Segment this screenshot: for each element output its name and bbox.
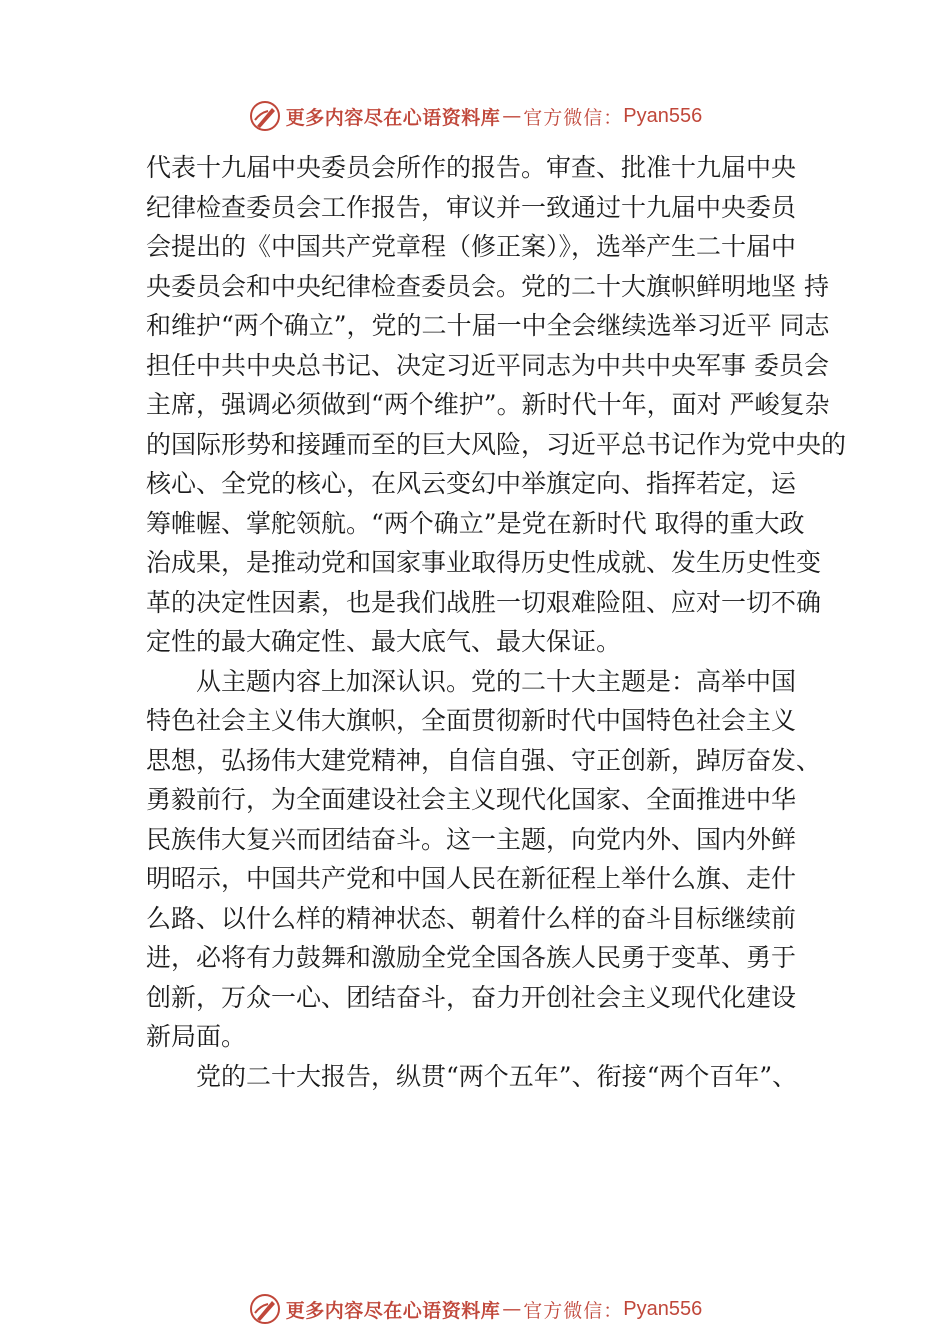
text-line: 民族伟大复兴而团结奋斗。这一主题，向党内外、国内外鲜 xyxy=(146,824,797,854)
text-line: 进，必将有力鼓舞和激励全党全国各族人民勇于变革、勇于 xyxy=(146,943,797,972)
footer-banner xyxy=(0,1289,950,1329)
text-line: 革的决定性因素，也是我们战胜一切艰难险阻、应对一切不确 xyxy=(146,587,822,617)
text-line: 定性的最大确定性、最大底气、最大保证。 xyxy=(146,627,622,656)
banner-wechat-label: 官方微信： xyxy=(523,106,624,129)
text-line: 明昭示，中国共产党和中国人民在新征程上举什么旗、走什 xyxy=(146,864,797,893)
banner-wechat-id: Pyan556 xyxy=(623,1297,703,1320)
document-body xyxy=(146,148,847,1096)
text-line: 的国际形势和接踵而至的巨大风险，习近平总书记作为党中央的 xyxy=(146,429,847,459)
paragraph-start-line: 党的二十大报告，纵贯“两个五年”、衔接“两个百年”、 xyxy=(196,1061,798,1091)
text-line: 新局面。 xyxy=(146,1022,247,1051)
text-line: 担任中共中央总书记、决定习近平同志为中共中央军事 委员会 xyxy=(146,350,829,380)
banner-wechat-label: 官方微信： xyxy=(523,1299,624,1322)
paragraph-start-line: 从主题内容上加深认识。党的二十大主题是：高举中国 xyxy=(196,666,797,696)
pen-logo-icon xyxy=(248,99,282,133)
text-line: 勇毅前行，为全面建设社会主义现代化国家、全面推进中华 xyxy=(146,785,797,814)
text-line: 创新，万众一心、团结奋斗，奋力开创社会主义现代化建设 xyxy=(146,982,797,1012)
banner-title: 更多内容尽在心语资料库 xyxy=(285,1299,501,1322)
text-line: 特色社会主义伟大旗帜，全面贯彻新时代中国特色社会主义 xyxy=(146,706,797,735)
text-line: 核心、全党的核心，在风云变幻中举旗定向、指挥若定，运 xyxy=(146,469,797,498)
text-line: 治成果，是推动党和国家事业取得历史性成就、发生历史性变 xyxy=(146,548,822,577)
text-line: 代表十九届中央委员会所作的报告。审查、批准十九届中央 xyxy=(146,153,797,182)
text-line: 和维护“两个确立”，党的二十届一中全会继续选举习近平 同志 xyxy=(146,311,830,340)
text-line: 筹帷幄、掌舵领航。“两个确立”是党在新时代 取得的重大政 xyxy=(146,508,805,538)
text-line: 会提出的《中国共产党章程（修正案）》，选举产生二十届中 xyxy=(146,232,797,261)
banner-separator: — xyxy=(502,1298,522,1320)
text-line: 思想，弘扬伟大建党精神，自信自强、守正创新，踔厉奋发、 xyxy=(146,745,822,775)
banner-title: 更多内容尽在心语资料库 xyxy=(285,106,501,129)
text-line: 央委员会和中央纪律检查委员会。党的二十大旗帜鲜明地坚 持 xyxy=(146,271,829,301)
text-line: 主席，强调必须做到“两个维护”。新时代十年，面对 严峻复杂 xyxy=(146,390,830,419)
banner-separator: — xyxy=(502,105,522,127)
pen-logo-icon xyxy=(248,1292,282,1326)
header-banner xyxy=(0,96,950,136)
text-line: 么路、以什么样的精神状态、朝着什么样的奋斗目标继续前 xyxy=(146,903,797,933)
text-line: 纪律检查委员会工作报告，审议并一致通过十九届中央委员 xyxy=(146,192,797,222)
banner-wechat-id: Pyan556 xyxy=(623,104,703,127)
